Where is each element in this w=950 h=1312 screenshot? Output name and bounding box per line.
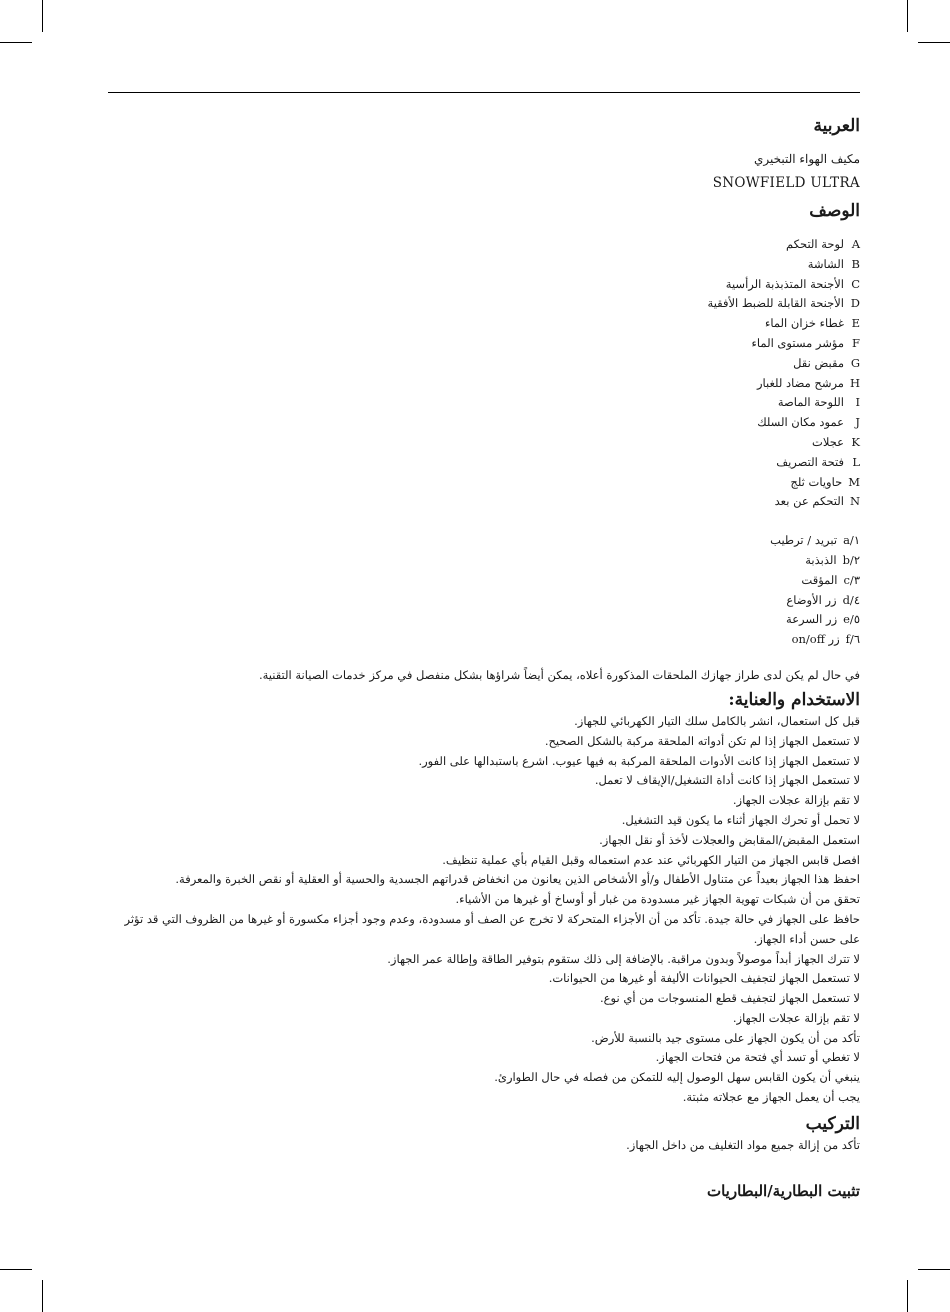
control-code: f/٦ (845, 632, 860, 647)
control-label: تبريد / ترطيب (770, 533, 838, 548)
crop-mark (918, 42, 950, 43)
control-item (108, 551, 860, 571)
crop-mark (0, 1269, 32, 1270)
parts-list (108, 235, 860, 512)
language-title: العربية (813, 116, 860, 136)
usage-title: الاستخدام والعناية: (728, 689, 860, 710)
usage-item: لا تغطي أو تسد أي فتحة من فتحات الجهاز. (655, 1050, 860, 1065)
document-content (108, 112, 860, 1200)
part-code: C (851, 276, 860, 291)
part-item (108, 473, 860, 493)
top-rule (108, 92, 860, 93)
part-item (108, 374, 860, 394)
control-label: زر السرعة (786, 612, 838, 627)
part-label: عمود مكان السلك (757, 415, 844, 430)
usage-item: لا تستعمل الجهاز لتجفيف الحيوانات الأليفة أو غيرها من الحيوانات. (548, 971, 860, 986)
usage-item: استعمل المقبض/المقابض والعجلات لأخذ أو نقل الجهاز. (599, 832, 860, 847)
part-code: G (850, 355, 860, 370)
control-item (108, 571, 860, 591)
part-label: عجلات (812, 434, 844, 449)
usage-item: لا تترك الجهاز أبداً موصولاً وبدون مراقبة. بالإضافة إلى ذلك ستقوم بتوفير الطاقة وإطالة عمر الجهاز. (387, 951, 860, 966)
part-code: B (851, 256, 860, 271)
usage-item: تأكد من أن يكون الجهاز على مستوى جيد بالنسبة للأرض. (591, 1030, 860, 1045)
control-code: c/٣ (843, 572, 860, 587)
usage-item: احفظ هذا الجهاز بعيداً عن متناول الأطفال و/أو الأشخاص الذين يعانون من انخفاض قدراتهم الجسدية والحسية أو العقلية أو نقص الخبرة والمعرفة. (175, 872, 860, 887)
part-item (108, 453, 860, 473)
usage-item: افصل قابس الجهاز من التيار الكهربائي عند عدم استعماله وقبل القيام بأي عملية تنظيف. (442, 852, 860, 867)
part-label: الشاشة (807, 256, 844, 271)
usage-item: لا تستعمل الجهاز إذا كانت الأدوات الملحقة المركبة به فيها عيوب. اشرع باستبدالها على الفور. (418, 753, 860, 768)
control-code: d/٤ (842, 592, 860, 607)
part-item (108, 492, 860, 512)
product-name: SNOWFIELD ULTRA (712, 175, 860, 191)
control-code: b/٢ (842, 552, 860, 567)
part-code: H (849, 375, 860, 390)
usage-item: حافظ على الجهاز في حالة جيدة. تأكد من أن الأجزاء المتحركة لا تخرج عن الصف أو مسدودة، وعدم وجود أجزاء مكسورة أو غيرها من الظروف التي قد تؤثر على حسن أداء الجهاز. (124, 911, 860, 946)
usage-item: لا تستعمل الجهاز إذا لم تكن أدواته الملحقة مركبة بالشكل الصحيح. (544, 733, 860, 748)
part-code: D (850, 296, 860, 311)
installation-title: التركيب (805, 1113, 860, 1134)
spacer (108, 512, 860, 531)
part-label: التحكم عن بعد (774, 494, 844, 509)
product-subtitle: مكيف الهواء التبخيري (753, 152, 860, 166)
part-item (108, 275, 860, 295)
part-label: لوحة التحكم (786, 237, 844, 251)
usage-item: تحقق من أن شبكات تهوية الجهاز غير مسدودة من غبار أو أوساخ أو غيرها من الأشياء. (455, 892, 860, 907)
crop-mark (918, 1269, 950, 1270)
usage-item: لا تحمل أو تحرك الجهاز أثناء ما يكون قيد التشغيل. (621, 812, 860, 827)
part-label: مقبض نقل (793, 355, 844, 370)
battery-title: تثبيت البطارية/البطاريات (706, 1181, 860, 1200)
part-item (108, 334, 860, 354)
usage-item: لا تستعمل الجهاز إذا كانت أداة التشغيل/الإيقاف لا تعمل. (594, 773, 860, 788)
part-code: N (849, 494, 860, 509)
control-item (108, 630, 860, 650)
part-label: حاويات ثلج (790, 474, 843, 489)
part-label: الأجنحة القابلة للضبط الأفقية (707, 296, 844, 311)
part-item (108, 354, 860, 374)
part-label: غطاء خزان الماء (764, 316, 844, 331)
crop-mark (907, 0, 908, 32)
part-label: اللوحة الماصة (777, 395, 844, 410)
part-code: I (855, 395, 860, 410)
usage-item: لا تقم بإزالة عجلات الجهاز. (732, 1010, 860, 1025)
part-code: M (848, 474, 860, 489)
part-code: A (851, 237, 860, 251)
accessories-note: في حال لم يكن لدى طراز جهازك الملحقات المذكورة أعلاه، يمكن أيضاً شراؤها بشكل منفصل في مركز خدمات الصيانة التقنية. (258, 667, 860, 682)
control-code: e/٥ (843, 612, 860, 627)
control-label: زر on/off (791, 632, 840, 647)
part-code: J (855, 415, 860, 430)
usage-item: لا تقم بإزالة عجلات الجهاز. (732, 793, 860, 808)
crop-mark (42, 0, 43, 32)
control-label: زر الأوضاع (786, 592, 837, 607)
control-code: a/١ (843, 533, 860, 548)
part-code: L (852, 454, 860, 469)
part-label: فتحة التصريف (776, 454, 844, 469)
control-label: الذبذبة (805, 552, 837, 567)
part-item (108, 393, 860, 413)
controls-list (108, 531, 860, 650)
crop-mark (42, 1280, 43, 1312)
part-code: F (852, 335, 860, 350)
part-label: مؤشر مستوى الماء (751, 335, 844, 350)
part-item (108, 413, 860, 433)
part-code: K (851, 434, 860, 449)
control-item (108, 591, 860, 611)
part-item (108, 235, 860, 255)
part-code: E (851, 316, 860, 331)
crop-mark (0, 42, 32, 43)
installation-text: تأكد من إزالة جميع مواد التغليف من داخل الجهاز. (626, 1137, 860, 1152)
usage-item: قبل كل استعمال، انشر بالكامل سلك التيار الكهربائي للجهاز. (574, 713, 860, 728)
description-title: الوصف (809, 201, 860, 221)
usage-item: ينبغي أن يكون القابس سهل الوصول إليه للتمكن من فصله في حال الطوارئ. (494, 1070, 860, 1085)
usage-item: يجب أن يعمل الجهاز مع عجلاته مثبتة. (682, 1090, 860, 1105)
part-label: الأجنحة المتذبذبة الرأسية (725, 276, 844, 291)
crop-mark (907, 1280, 908, 1312)
control-item (108, 531, 860, 551)
part-label: مرشح مضاد للغبار (756, 375, 844, 390)
part-item (108, 294, 860, 314)
part-item (108, 433, 860, 453)
part-item (108, 255, 860, 275)
usage-item: لا تستعمل الجهاز لتجفيف قطع المنسوجات من أي نوع. (600, 991, 860, 1006)
control-item (108, 610, 860, 630)
part-item (108, 314, 860, 334)
control-label: المؤقت (801, 572, 838, 587)
